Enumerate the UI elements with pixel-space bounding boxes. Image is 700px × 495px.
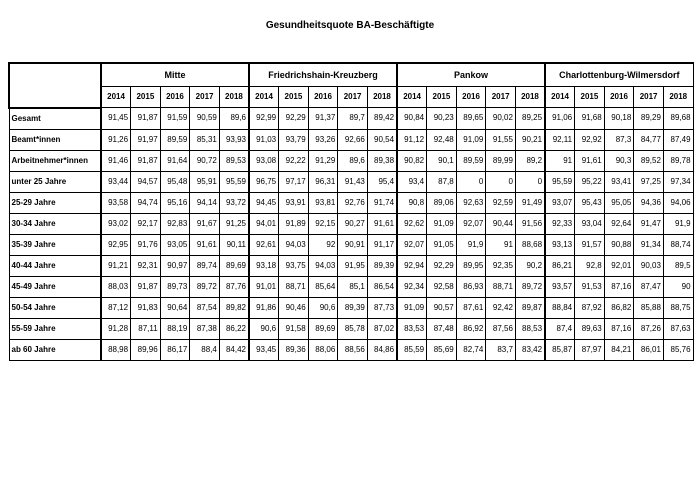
district-header-row — [9, 63, 693, 87]
value-cell: 87,16 — [604, 318, 634, 339]
page-title: Gesundheitsquote BA-Beschäftigte — [265, 20, 435, 31]
value-cell: 87,92 — [575, 297, 605, 318]
row-label: 25-29 Jahre — [9, 192, 101, 213]
value-cell: 88,75 — [663, 297, 693, 318]
value-cell: 86,82 — [604, 297, 634, 318]
value-cell: 85,69 — [427, 339, 457, 360]
value-cell: 88,56 — [338, 339, 368, 360]
value-cell: 90,18 — [604, 108, 634, 130]
value-cell: 0 — [515, 171, 545, 192]
value-cell: 91,25 — [219, 213, 249, 234]
value-cell: 91,09 — [397, 297, 427, 318]
value-cell: 90,57 — [427, 297, 457, 318]
value-cell: 91,74 — [367, 192, 397, 213]
year-header: 2017 — [338, 87, 368, 108]
value-cell: 89,59 — [456, 150, 486, 171]
value-cell: 85,59 — [397, 339, 427, 360]
value-cell: 89,6 — [338, 150, 368, 171]
value-cell: 88,71 — [486, 276, 516, 297]
value-cell: 87,56 — [486, 318, 516, 339]
value-cell: 83,42 — [515, 339, 545, 360]
value-cell: 95,59 — [219, 171, 249, 192]
value-cell: 87,97 — [575, 339, 605, 360]
value-cell: 90,27 — [338, 213, 368, 234]
value-cell: 89,2 — [515, 150, 545, 171]
value-cell: 90,64 — [160, 297, 190, 318]
value-cell: 95,59 — [545, 171, 575, 192]
value-cell: 90,21 — [515, 129, 545, 150]
value-cell: 87,54 — [190, 297, 220, 318]
value-cell: 95,4 — [367, 171, 397, 192]
value-cell: 83,7 — [486, 339, 516, 360]
value-cell: 91,26 — [101, 129, 131, 150]
value-cell: 89,36 — [279, 339, 309, 360]
value-cell: 92,34 — [397, 276, 427, 297]
value-cell: 89,38 — [367, 150, 397, 171]
value-cell: 91,29 — [308, 150, 338, 171]
value-cell: 89,65 — [456, 108, 486, 130]
value-cell: 90,46 — [279, 297, 309, 318]
value-cell: 93,4 — [397, 171, 427, 192]
value-cell: 93,58 — [101, 192, 131, 213]
value-cell: 89,7 — [338, 108, 368, 130]
row-label: 50-54 Jahre — [9, 297, 101, 318]
value-cell: 92,31 — [131, 255, 161, 276]
value-cell: 92,33 — [545, 213, 575, 234]
row-label: 30-34 Jahre — [9, 213, 101, 234]
value-cell: 90,82 — [397, 150, 427, 171]
value-cell: 91,47 — [634, 213, 664, 234]
value-cell: 85,78 — [338, 318, 368, 339]
table-row — [9, 129, 693, 150]
value-cell: 89,5 — [663, 255, 693, 276]
value-cell: 92,29 — [279, 108, 309, 130]
value-cell: 95,43 — [575, 192, 605, 213]
value-cell: 90,1 — [427, 150, 457, 171]
value-cell: 91,09 — [456, 129, 486, 150]
year-header: 2014 — [101, 87, 131, 108]
value-cell: 90,11 — [219, 234, 249, 255]
value-cell: 84,42 — [219, 339, 249, 360]
value-cell: 89,87 — [515, 297, 545, 318]
value-cell: 89,78 — [663, 150, 693, 171]
value-cell: 92,01 — [604, 255, 634, 276]
value-cell: 89,68 — [663, 108, 693, 130]
value-cell: 89,69 — [219, 255, 249, 276]
value-cell: 92,29 — [427, 255, 457, 276]
value-cell: 93,13 — [545, 234, 575, 255]
value-cell: 97,25 — [634, 171, 664, 192]
value-cell: 89,82 — [219, 297, 249, 318]
value-cell: 93,26 — [308, 129, 338, 150]
table-row — [9, 276, 693, 297]
value-cell: 90,97 — [160, 255, 190, 276]
value-cell: 85,1 — [338, 276, 368, 297]
value-cell: 91,59 — [160, 108, 190, 130]
value-cell: 87,8 — [427, 171, 457, 192]
row-label: unter 25 Jahre — [9, 171, 101, 192]
value-cell: 89,73 — [160, 276, 190, 297]
table-row — [9, 150, 693, 171]
value-cell: 91,87 — [131, 150, 161, 171]
value-cell: 91,87 — [131, 276, 161, 297]
header-corner-cell — [9, 63, 101, 108]
row-label: ab 60 Jahre — [9, 339, 101, 360]
district-header: Friedrichshain-Kreuzberg — [249, 63, 397, 87]
value-cell: 90 — [663, 276, 693, 297]
value-cell: 92,64 — [604, 213, 634, 234]
value-cell: 95,16 — [160, 192, 190, 213]
value-cell: 91,57 — [575, 234, 605, 255]
value-cell: 92,95 — [101, 234, 131, 255]
value-cell: 92,35 — [486, 255, 516, 276]
value-cell: 91,83 — [131, 297, 161, 318]
value-cell: 93,07 — [545, 192, 575, 213]
value-cell: 95,48 — [160, 171, 190, 192]
year-header: 2017 — [634, 87, 664, 108]
value-cell: 90,91 — [338, 234, 368, 255]
value-cell: 91,01 — [249, 276, 279, 297]
value-cell: 87,16 — [604, 276, 634, 297]
value-cell: 89,42 — [367, 108, 397, 130]
value-cell: 91,46 — [101, 150, 131, 171]
value-cell: 92,42 — [486, 297, 516, 318]
value-cell: 92,15 — [308, 213, 338, 234]
row-label: 40-44 Jahre — [9, 255, 101, 276]
year-header: 2017 — [190, 87, 220, 108]
value-cell: 85,64 — [308, 276, 338, 297]
value-cell: 89,74 — [190, 255, 220, 276]
value-cell: 89,06 — [427, 192, 457, 213]
value-cell: 87,73 — [367, 297, 397, 318]
table-row — [9, 171, 693, 192]
value-cell: 91,34 — [634, 234, 664, 255]
value-cell: 91,12 — [397, 129, 427, 150]
value-cell: 91,61 — [367, 213, 397, 234]
value-cell: 0 — [486, 171, 516, 192]
value-cell: 87,61 — [456, 297, 486, 318]
value-cell: 89,25 — [515, 108, 545, 130]
value-cell: 95,91 — [190, 171, 220, 192]
value-cell: 93,08 — [249, 150, 279, 171]
value-cell: 88,03 — [101, 276, 131, 297]
value-cell: 87,4 — [545, 318, 575, 339]
value-cell: 93,79 — [279, 129, 309, 150]
value-cell: 89,6 — [219, 108, 249, 130]
value-cell: 92,92 — [575, 129, 605, 150]
value-cell: 87,02 — [367, 318, 397, 339]
value-cell: 88,19 — [160, 318, 190, 339]
value-cell: 90,8 — [397, 192, 427, 213]
value-cell: 87,76 — [219, 276, 249, 297]
value-cell: 91,09 — [427, 213, 457, 234]
value-cell: 91 — [545, 150, 575, 171]
year-header: 2014 — [397, 87, 427, 108]
value-cell: 88,98 — [101, 339, 131, 360]
value-cell: 95,22 — [575, 171, 605, 192]
district-header: Mitte — [101, 63, 249, 87]
table-row — [9, 234, 693, 255]
value-cell: 90,88 — [604, 234, 634, 255]
value-cell: 84,86 — [367, 339, 397, 360]
value-cell: 91 — [486, 234, 516, 255]
row-label: Gesamt — [9, 108, 101, 130]
value-cell: 97,34 — [663, 171, 693, 192]
value-cell: 94,03 — [279, 234, 309, 255]
value-cell: 91,9 — [456, 234, 486, 255]
value-cell: 90,2 — [515, 255, 545, 276]
value-cell: 85,87 — [545, 339, 575, 360]
year-header: 2016 — [160, 87, 190, 108]
year-header: 2018 — [663, 87, 693, 108]
value-cell: 91,37 — [308, 108, 338, 130]
value-cell: 91,76 — [131, 234, 161, 255]
value-cell: 94,74 — [131, 192, 161, 213]
year-header: 2015 — [575, 87, 605, 108]
value-cell: 92,22 — [279, 150, 309, 171]
value-cell: 92,07 — [397, 234, 427, 255]
value-cell: 97,17 — [279, 171, 309, 192]
value-cell: 91,61 — [190, 234, 220, 255]
row-label: 55-59 Jahre — [9, 318, 101, 339]
row-label: Beamt*innen — [9, 129, 101, 150]
value-cell: 92,48 — [427, 129, 457, 150]
district-header: Pankow — [397, 63, 545, 87]
value-cell: 88,74 — [663, 234, 693, 255]
year-header: 2017 — [486, 87, 516, 108]
value-cell: 90,44 — [486, 213, 516, 234]
value-cell: 93,91 — [279, 192, 309, 213]
row-label: Arbeitnehmer*innen — [9, 150, 101, 171]
value-cell: 87,47 — [634, 276, 664, 297]
value-cell: 91,9 — [663, 213, 693, 234]
table-row — [9, 318, 693, 339]
value-cell: 85,88 — [634, 297, 664, 318]
year-header: 2018 — [367, 87, 397, 108]
value-cell: 84,21 — [604, 339, 634, 360]
value-cell: 88,71 — [279, 276, 309, 297]
value-cell: 83,53 — [397, 318, 427, 339]
value-cell: 90,03 — [634, 255, 664, 276]
year-header: 2015 — [427, 87, 457, 108]
value-cell: 93,45 — [249, 339, 279, 360]
value-cell: 91,55 — [486, 129, 516, 150]
year-header-row — [9, 87, 693, 108]
value-cell: 86,93 — [456, 276, 486, 297]
value-cell: 92,17 — [131, 213, 161, 234]
value-cell: 89,72 — [190, 276, 220, 297]
year-header: 2015 — [279, 87, 309, 108]
value-cell: 93,75 — [279, 255, 309, 276]
value-cell: 87,49 — [663, 129, 693, 150]
value-cell: 94,03 — [308, 255, 338, 276]
value-cell: 91,95 — [338, 255, 368, 276]
table-row — [9, 192, 693, 213]
table-row — [9, 255, 693, 276]
value-cell: 89,52 — [634, 150, 664, 171]
year-header: 2016 — [456, 87, 486, 108]
value-cell: 84,77 — [634, 129, 664, 150]
table-row — [9, 213, 693, 234]
value-cell: 82,74 — [456, 339, 486, 360]
value-cell: 87,38 — [190, 318, 220, 339]
value-cell: 92,58 — [427, 276, 457, 297]
value-cell: 91,43 — [338, 171, 368, 192]
year-header: 2014 — [249, 87, 279, 108]
value-cell: 91,06 — [545, 108, 575, 130]
value-cell: 89,69 — [308, 318, 338, 339]
value-cell: 90,72 — [190, 150, 220, 171]
value-cell: 89,59 — [160, 129, 190, 150]
value-cell: 92,59 — [486, 192, 516, 213]
value-cell: 90,02 — [486, 108, 516, 130]
year-header: 2016 — [604, 87, 634, 108]
value-cell: 91,89 — [279, 213, 309, 234]
value-cell: 92,61 — [249, 234, 279, 255]
value-cell: 91,56 — [515, 213, 545, 234]
value-cell: 86,92 — [456, 318, 486, 339]
value-cell: 85,31 — [190, 129, 220, 150]
value-cell: 92,62 — [397, 213, 427, 234]
value-cell: 91,68 — [575, 108, 605, 130]
value-cell: 89,95 — [456, 255, 486, 276]
value-cell: 94,57 — [131, 171, 161, 192]
value-cell: 86,22 — [219, 318, 249, 339]
value-cell: 93,02 — [101, 213, 131, 234]
value-cell: 94,06 — [663, 192, 693, 213]
value-cell: 91,58 — [279, 318, 309, 339]
value-cell: 85,76 — [663, 339, 693, 360]
year-header: 2016 — [308, 87, 338, 108]
value-cell: 90,6 — [249, 318, 279, 339]
value-cell: 93,72 — [219, 192, 249, 213]
value-cell: 91,53 — [575, 276, 605, 297]
value-cell: 94,45 — [249, 192, 279, 213]
district-header: Charlottenburg-Wilmersdorf — [545, 63, 693, 87]
value-cell: 93,81 — [308, 192, 338, 213]
value-cell: 88,06 — [308, 339, 338, 360]
year-header: 2018 — [515, 87, 545, 108]
value-cell: 93,41 — [604, 171, 634, 192]
value-cell: 93,18 — [249, 255, 279, 276]
value-cell: 94,14 — [190, 192, 220, 213]
value-cell: 91,21 — [101, 255, 131, 276]
value-cell: 92,94 — [397, 255, 427, 276]
table-row — [9, 108, 693, 130]
value-cell: 92,76 — [338, 192, 368, 213]
value-cell: 95,05 — [604, 192, 634, 213]
value-cell: 92,83 — [160, 213, 190, 234]
value-cell: 88,84 — [545, 297, 575, 318]
value-cell: 92,99 — [249, 108, 279, 130]
value-cell: 88,53 — [515, 318, 545, 339]
value-cell: 91,87 — [131, 108, 161, 130]
row-label: 45-49 Jahre — [9, 276, 101, 297]
health-quota-table — [8, 62, 694, 361]
value-cell: 87,11 — [131, 318, 161, 339]
value-cell: 90,84 — [397, 108, 427, 130]
value-cell: 92,11 — [545, 129, 575, 150]
value-cell: 92 — [308, 234, 338, 255]
value-cell: 91,64 — [160, 150, 190, 171]
value-cell: 89,39 — [367, 255, 397, 276]
value-cell: 86,01 — [634, 339, 664, 360]
value-cell: 91,61 — [575, 150, 605, 171]
value-cell: 92,63 — [456, 192, 486, 213]
value-cell: 91,28 — [101, 318, 131, 339]
value-cell: 88,4 — [190, 339, 220, 360]
value-cell: 91,17 — [367, 234, 397, 255]
value-cell: 93,93 — [219, 129, 249, 150]
value-cell: 93,44 — [101, 171, 131, 192]
value-cell: 92,8 — [575, 255, 605, 276]
value-cell: 90,23 — [427, 108, 457, 130]
value-cell: 91,86 — [249, 297, 279, 318]
table-row — [9, 297, 693, 318]
value-cell: 96,75 — [249, 171, 279, 192]
value-cell: 93,04 — [575, 213, 605, 234]
value-cell: 89,39 — [338, 297, 368, 318]
value-cell: 90,54 — [367, 129, 397, 150]
value-cell: 91,49 — [515, 192, 545, 213]
value-cell: 90,6 — [308, 297, 338, 318]
value-cell: 87,3 — [604, 129, 634, 150]
value-cell: 86,54 — [367, 276, 397, 297]
value-cell: 90,3 — [604, 150, 634, 171]
value-cell: 89,96 — [131, 339, 161, 360]
year-header: 2018 — [219, 87, 249, 108]
value-cell: 91,03 — [249, 129, 279, 150]
value-cell: 87,48 — [427, 318, 457, 339]
value-cell: 86,21 — [545, 255, 575, 276]
row-label: 35-39 Jahre — [9, 234, 101, 255]
value-cell: 87,12 — [101, 297, 131, 318]
value-cell: 91,67 — [190, 213, 220, 234]
value-cell: 89,29 — [634, 108, 664, 130]
value-cell: 89,99 — [486, 150, 516, 171]
year-header: 2014 — [545, 87, 575, 108]
value-cell: 96,31 — [308, 171, 338, 192]
value-cell: 91,97 — [131, 129, 161, 150]
value-cell: 94,01 — [249, 213, 279, 234]
value-cell: 0 — [456, 171, 486, 192]
value-cell: 86,17 — [160, 339, 190, 360]
value-cell: 88,68 — [515, 234, 545, 255]
value-cell: 93,57 — [545, 276, 575, 297]
value-cell: 92,07 — [456, 213, 486, 234]
value-cell: 89,53 — [219, 150, 249, 171]
value-cell: 90,59 — [190, 108, 220, 130]
value-cell: 91,45 — [101, 108, 131, 130]
value-cell: 92,66 — [338, 129, 368, 150]
value-cell: 91,05 — [427, 234, 457, 255]
value-cell: 93,05 — [160, 234, 190, 255]
year-header: 2015 — [131, 87, 161, 108]
value-cell: 87,63 — [663, 318, 693, 339]
value-cell: 87,26 — [634, 318, 664, 339]
value-cell: 89,63 — [575, 318, 605, 339]
value-cell: 94,36 — [634, 192, 664, 213]
table-row — [9, 339, 693, 360]
value-cell: 89,72 — [515, 276, 545, 297]
